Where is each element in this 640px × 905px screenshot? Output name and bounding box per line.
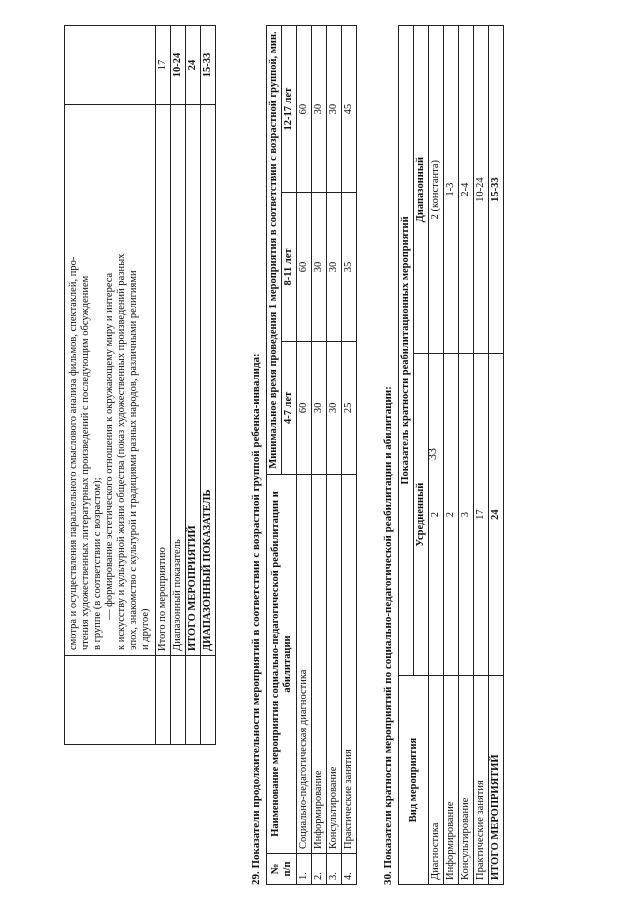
total-row: ДИАПАЗОННЫЙ ПОКАЗАТЕЛЬ 15-33: [201, 26, 216, 745]
table-row: 4. Практические занятия 25 35 45: [342, 26, 357, 885]
section-29-title: 29. Показатели продолжительности мероприятий в соответствии с возрастной группой ребенка-инвалида:: [250, 353, 262, 885]
table-row: Информирование 2 1-3: [444, 26, 459, 885]
table-30: Вид мероприятия Показатель кратности реабилитационных мероприятий Усредненный Диапазонный Диагностика 2 2 (константа) Информирование 2 1-3 Консультирование 3 2-4 Практические занятия 17 10-24 ИТОГО МЕРОПРИЯТИЙ 24 15-33: [398, 25, 504, 885]
table-row: 3. Консультирование 30 30 30: [327, 26, 342, 885]
activity-description: смотра и осуществления параллельного смыслового анализа фильмов, спектаклей, про- чтения художественных литературных произведений с последующим обсуждением в группе (в соответствии с возрастом); — формирование эстетического отношения к окружающему миру и интереса к искусству и культурной жизни общества (показ художественных произведений разных эпох, знакомство с культурой и традициями разных народов, различными религиями и другое): [65, 105, 156, 656]
total-row: ИТОГО МЕРОПРИЯТИЙ 24: [186, 26, 201, 745]
table-row: 1. Социально-педагогическая диагностика 60 60 60: [297, 26, 312, 885]
table-row: ИТОГО МЕРОПРИЯТИЙ 24 15-33: [489, 26, 504, 885]
table-28-continuation: [64, 25, 216, 745]
table-row: 2. Информирование 30 30 30: [312, 26, 327, 885]
page-number: 33: [425, 448, 439, 460]
table-row: Практические занятия 17 10-24: [474, 26, 489, 885]
table-29: № п/п Наименование мероприятия социально-педагогической реабилитации и абилитации Минимальное время проведения 1 мероприятия в соответствии с возрастной группой, мин. 4-7 лет 8-11 лет 12-17 лет 1. Социально-педагогическая диагностика 60 60 60 2. Информирование 30 30 30 3. Консультирование 30 30 30 4. Практические занятия 25 35 45: [266, 25, 357, 885]
table-row: Консультирование 3 2-4: [459, 26, 474, 885]
total-row: Итого по мероприятию 17: [156, 26, 171, 745]
section-30-title: 30. Показатели кратности мероприятий по социально-педагогической реабилитации и абилитации:: [382, 386, 394, 885]
total-row: Диапазонный показатель 10-24: [171, 26, 186, 745]
table-row: Диагностика 2 2 (константа): [429, 26, 444, 885]
